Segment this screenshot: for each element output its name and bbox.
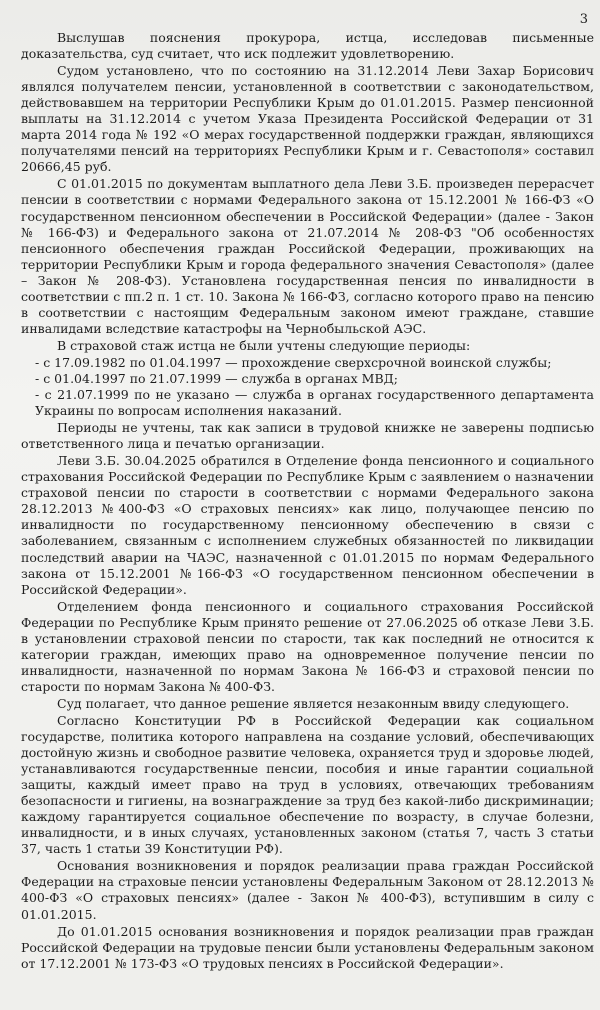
paragraph-constitution: Согласно Конституции РФ в Российской Федерации как социальном государстве, политика которого направлена на создание условий, обеспечивающих достойную жизнь и свободное развитие человека, охраняется труд и здоровье людей, устанавливаются государственные пенсии, пособия и иные гарантии социальной защиты, каждый имеет право на труд в условиях, отвечающих требованиям безопасности и гигиены, на вознаграждение за труд без какой-либо дискриминации; каждому гарантируется социальное обеспечение по возрасту, в случае болезни, инвалидности, и в иных случаях, установленных законом (статья 7, часть 3 статьи 37, часть 1 статьи 39 Конституции РФ). — [21, 712, 594, 857]
paragraph-recalculation: С 01.01.2015 по документам выплатного дела Леви З.Б. произведен перерасчет пенсии в соответствии с нормами Федерального закона от 15.12.2001 № 166-ФЗ «О государственном пенсионном обеспечении в Российской Федерации» (далее - Закон № 166-ФЗ) и Федерального закона от 21.07.2014 № 208-ФЗ "Об особенностях пенсионного обеспечения граждан Российской Федерации, проживающих на территории Республики Крым и города федерального значения Севастополя» (далее – Закон № 208-ФЗ). Установлена государственная пенсия по инвалидности в соответствии с пп.2 п. 1 ст. 10. Закона № 166-ФЗ, согласно которого право на пенсию в соответствии с настоящим Федеральным законом имеют граждане, ставшие инвалидами вследствие катастрофы на Чернобыльской АЭС. — [21, 176, 594, 336]
periods-list — [21, 355, 594, 419]
paragraph-pension-status: Судом установлено, что по состоянию на 31.12.2014 Леви Захар Борисович являлся получателем пенсии, установленной в соответствии с законодательством, действовавшем на территории Республики Крым до 01.01.2015. Размер пенсионной выплаты на 31.12.2014 с учетом Указа Президента Российской Федерации от 31 марта 2014 года № 192 «О мерах государственной поддержки граждан, являющихся получателями пенсий на территориях Республики Крым и г. Севастополя» составил 20666,45 руб. — [21, 63, 594, 175]
paragraph-hearing: Выслушав пояснения прокурора, истца, исследовав письменные доказательства, суд считает, что иск подлежит удовлетворению. — [21, 30, 594, 62]
paragraph-application: Леви З.Б. 30.04.2025 обратился в Отделение фонда пенсионного и социального страхования Российской Федерации по Республике Крым с заявлением о назначении страховой пенсии по старости в соответствии с нормами Федерального закона 28.12.2013 №400-ФЗ «О страховых пенсиях» как лицо, получающее пенсию по инвалидности по государственному пенсионному обеспечению в связи с заболеванием, связанным с исполнением служебных обязанностей по ликвидации последствий аварии на ЧАЭС, назначенной с 01.01.2015 по нормам Федерального закона от 15.12.2001 №166-ФЗ «О государственном пенсионном обеспечении в Российской Федерации». — [21, 453, 594, 597]
paragraph-law-173: До 01.01.2015 основания возникновения и порядок реализации прав граждан Российской Федерации на трудовые пенсии были установлены Федеральным законом от 17.12.2001 № 173-ФЗ «О трудовых пенсиях в Российской Федерации». — [21, 923, 594, 971]
period-item: - с 01.04.1997 по 21.07.1999 — служба в органах МВД; — [35, 370, 399, 386]
document-body — [21, 30, 594, 973]
paragraph-periods-reason: Периоды не учтены, так как записи в трудовой книжке не заверены подписью ответственного лица и печатью организации. — [21, 420, 594, 452]
paragraph-law-400: Основания возникновения и порядок реализации права граждан Российской Федерации на страховые пенсии установлены Федеральным Законом от 28.12.2013 № 400-ФЗ «О страховых пенсиях» (далее - Закон № 400-ФЗ), вступившим в силу с 01.01.2015. — [21, 858, 594, 922]
period-item: - с 17.09.1982 по 01.04.1997 — прохождение сверхсрочной воинской службы; — [35, 354, 552, 370]
period-item: - с 21.07.1999 по не указано — служба в органах государственного департамента Украины по вопросам исполнения наказаний. — [35, 387, 594, 419]
page-number: 3 — [579, 12, 588, 27]
paragraph-periods-intro: В страховой стаж истца не были учтены следующие периоды: — [57, 337, 471, 353]
paragraph-court-opinion: Суд полагает, что данное решение является незаконным ввиду следующего. — [57, 695, 570, 711]
paragraph-refusal: Отделением фонда пенсионного и социального страхования Российской Федерации по Республике Крым принято решение от 27.06.2025 об отказе Леви З.Б. в установлении страховой пенсии по старости, так как последний не относится к категории граждан, имеющих право на одновременное получение пенсии по инвалидности, назначенной по нормам Закона № 166-ФЗ и страховой пенсии по старости по нормам Закона № 400-ФЗ. — [21, 598, 594, 694]
